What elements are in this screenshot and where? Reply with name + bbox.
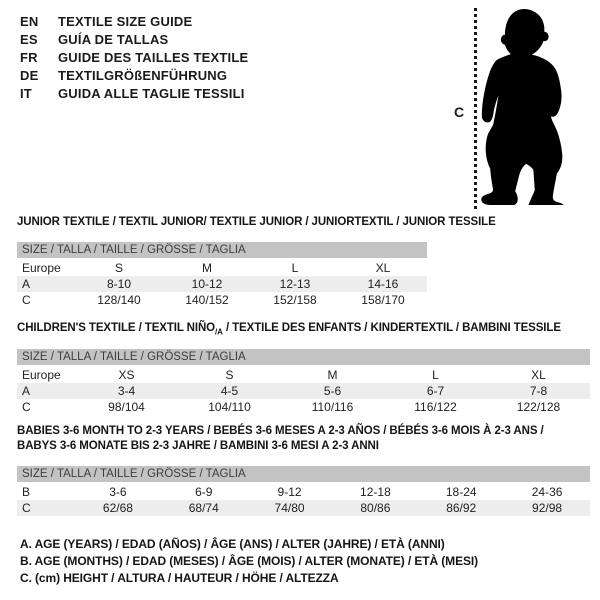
size-cell: XS xyxy=(118,368,135,383)
title-sub-part: /A xyxy=(215,327,223,337)
language-code: EN xyxy=(20,13,39,29)
age-cell: 4-5 xyxy=(220,384,239,399)
table-row-height xyxy=(17,500,590,516)
table-row-sizes xyxy=(17,367,590,383)
size-header-bar: SIZE / TALLA / TAILLE / GRÖSSE / TAGLIA xyxy=(17,466,590,482)
language-code: FR xyxy=(20,49,38,65)
guide-title-de: TEXTILGRÖßENFÜHRUNG xyxy=(58,67,228,83)
height-cell: 128/140 xyxy=(97,293,141,307)
childrens-table-section xyxy=(17,322,590,415)
size-header-bar: SIZE / TALLA / TAILLE / GRÖSSE / TAGLIA xyxy=(17,349,590,365)
table-row-age xyxy=(17,276,427,292)
age-cell: 3-4 xyxy=(117,384,136,399)
height-cell: 116/122 xyxy=(414,400,457,415)
table-row-height xyxy=(17,399,590,415)
height-cell: 92/98 xyxy=(532,501,563,515)
height-cell: 74/80 xyxy=(274,501,305,515)
table-row-age xyxy=(17,383,590,399)
height-cell: 140/152 xyxy=(185,293,229,307)
junior-size-table xyxy=(17,260,427,308)
row-label-c: C xyxy=(22,400,31,415)
language-row-en xyxy=(20,12,248,30)
months-cell: 3-6 xyxy=(109,485,127,499)
months-cell: 9-12 xyxy=(277,485,302,499)
size-cell: S xyxy=(225,368,234,383)
toddler-silhouette xyxy=(479,9,571,205)
size-cell: S xyxy=(114,261,123,275)
size-cell: XL xyxy=(531,368,546,383)
height-cell: 104/110 xyxy=(208,400,251,415)
language-row-es xyxy=(20,30,248,48)
months-cell: 18-24 xyxy=(445,485,477,499)
months-cell: 6-9 xyxy=(195,485,213,499)
babies-title-line-1: BABIES 3-6 MONTH TO 2-3 YEARS / BEBÉS 3-6 MESES A 2-3 AÑOS / BÉBÉS 3-6 MOIS À 2-3 ANS / xyxy=(17,425,544,437)
height-cell: 62/68 xyxy=(102,501,133,515)
language-code: IT xyxy=(20,85,32,101)
months-cell: 24-36 xyxy=(531,485,563,499)
age-cell: 5-6 xyxy=(323,384,342,399)
babies-table-title xyxy=(17,424,590,454)
size-cell: M xyxy=(202,261,212,275)
legend-height-cm: C. (cm) HEIGHT / ALTURA / HAUTEUR / HÖHE / ALTEZZA xyxy=(20,571,339,585)
table-row-height xyxy=(17,292,427,308)
childrens-table-title xyxy=(17,322,590,338)
months-cell: 12-18 xyxy=(360,485,391,499)
height-cell: 68/74 xyxy=(188,501,219,515)
age-cell: 12-13 xyxy=(279,277,311,291)
age-cell: 6-7 xyxy=(426,384,445,399)
height-cell: 80/86 xyxy=(360,501,391,515)
junior-table-section xyxy=(17,216,496,308)
guide-title-fr: GUIDE DES TAILLES TEXTILE xyxy=(58,49,249,65)
height-cell: 86/92 xyxy=(446,501,477,515)
table-row-months xyxy=(17,484,590,500)
row-label-europe: Europe xyxy=(22,261,61,275)
height-dashed-line xyxy=(474,8,477,209)
row-label-c: C xyxy=(22,293,31,307)
title-part: CHILDREN'S TEXTILE / TEXTIL NIÑO xyxy=(17,322,216,334)
height-cell: 98/104 xyxy=(108,400,145,415)
row-label-europe: Europe xyxy=(22,368,61,383)
height-measure-label: C xyxy=(454,104,465,120)
language-row-fr xyxy=(20,48,248,66)
language-row-de xyxy=(20,66,248,84)
legend-age-years: A. AGE (YEARS) / EDAD (AÑOS) / ÂGE (ANS) / ALTER (JAHRE) / ETÀ (ANNI) xyxy=(20,537,445,551)
age-cell: 14-16 xyxy=(367,277,399,291)
babies-title-line-2: BABYS 3-6 MONATE BIS 2-3 JAHRE / BAMBINI 3-6 MESI A 2-3 ANNI xyxy=(17,440,379,452)
guide-title-en: TEXTILE SIZE GUIDE xyxy=(58,13,193,29)
age-cell: 7-8 xyxy=(529,384,548,399)
table-row-sizes xyxy=(17,260,427,276)
childrens-size-table xyxy=(17,367,590,415)
row-label-a: A xyxy=(22,277,31,291)
legend-age-months: B. AGE (MONTHS) / EDAD (MESES) / ÂGE (MOIS) / ALTER (MONATE) / ETÀ (MESI) xyxy=(20,554,479,568)
title-part: / TEXTILE DES ENFANTS / KINDERTEXTIL / BAMBINI TESSILE xyxy=(222,322,561,334)
row-label-b: B xyxy=(22,485,31,499)
size-header-bar: SIZE / TALLA / TAILLE / GRÖSSE / TAGLIA xyxy=(17,242,427,258)
height-cell: 122/128 xyxy=(516,400,561,415)
language-code: ES xyxy=(20,31,38,47)
row-label-c: C xyxy=(22,501,31,515)
size-cell: XL xyxy=(375,261,391,275)
babies-table-section xyxy=(17,424,590,516)
age-cell: 8-10 xyxy=(106,277,132,291)
language-title-list xyxy=(20,12,248,102)
babies-size-table xyxy=(17,484,590,516)
height-cell: 110/116 xyxy=(311,400,354,415)
height-cell: 152/158 xyxy=(273,293,317,307)
size-cell: L xyxy=(291,261,299,275)
guide-title-es: GUÍA DE TALLAS xyxy=(58,31,169,47)
language-row-it xyxy=(20,84,248,102)
height-cell: 158/170 xyxy=(361,293,405,307)
junior-table-title: JUNIOR TEXTILE / TEXTIL JUNIOR/ TEXTILE JUNIOR / JUNIORTEXTIL / JUNIOR TESSILE xyxy=(17,216,496,228)
language-code: DE xyxy=(20,67,39,83)
measure-legend xyxy=(20,536,478,587)
guide-title-it: GUIDA ALLE TAGLIE TESSILI xyxy=(58,85,245,101)
size-cell: L xyxy=(432,368,439,383)
row-label-a: A xyxy=(22,384,31,399)
size-cell: M xyxy=(327,368,338,383)
age-cell: 10-12 xyxy=(191,277,223,291)
